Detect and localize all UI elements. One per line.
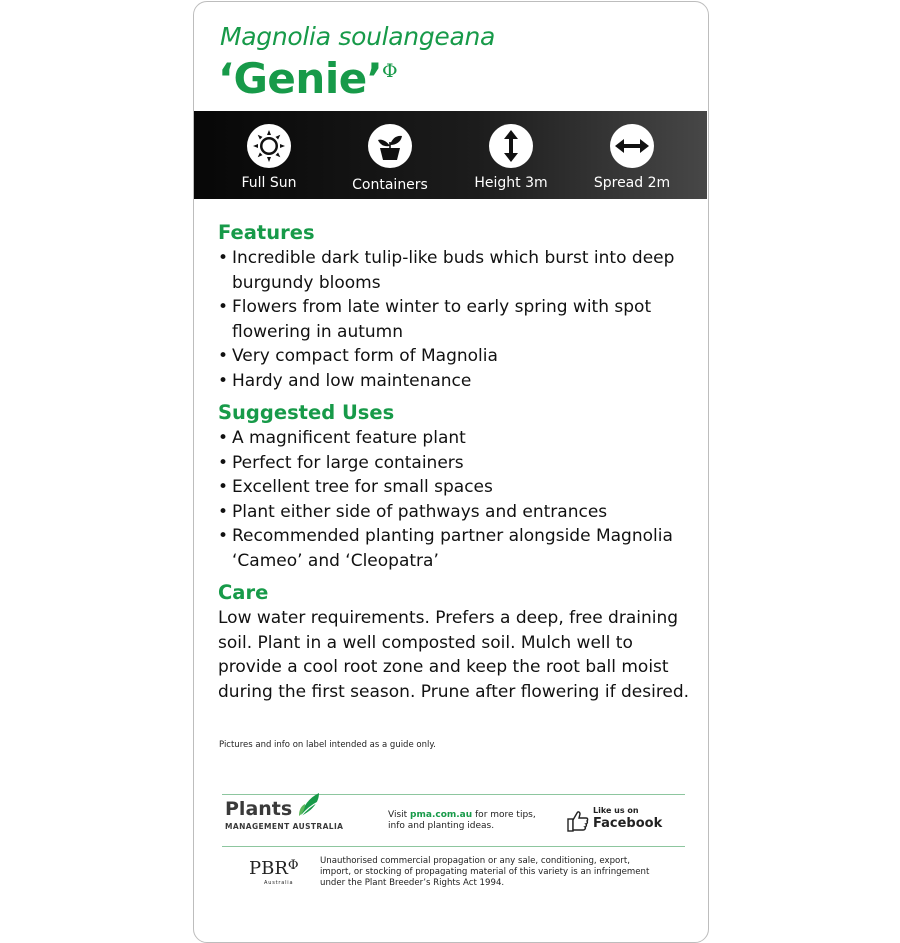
potted-plant-icon [368, 124, 412, 168]
pma-website-link[interactable]: pma.com.au [410, 810, 473, 820]
pbr-logo [249, 858, 309, 894]
info-height [461, 111, 561, 199]
facebook-badge[interactable] [567, 806, 667, 834]
feature-item: • Incredible dark tulip-like buds which burst into deep burgundy blooms [218, 246, 698, 295]
spread-label: Spread 2m [593, 175, 671, 191]
feature-item: • Hardy and low maintenance [218, 369, 698, 394]
leaf-icon [297, 792, 325, 818]
sun-icon [247, 124, 291, 168]
facebook-like-text: Like us on [593, 806, 639, 815]
pma-logo-subtitle: MANAGEMENT AUSTRALIA [225, 822, 344, 831]
height-label: Height 3m [474, 175, 548, 191]
use-item: • A magnificent feature plant [218, 426, 698, 451]
plant-description [218, 220, 698, 704]
legal-notice: Unauthorised commercial propagation or any sale, conditioning, export, import, or stocking of propagating material of this variety is an infringement under the Plant Breeder’s Rights Act 1994. [320, 856, 650, 888]
pma-logo [225, 798, 355, 832]
facebook-text: Facebook [593, 816, 663, 831]
feature-item: • Flowers from late winter to early spring with spot flowering in autumn [218, 295, 698, 344]
use-item: • Excellent tree for small spaces [218, 475, 698, 500]
pbr-symbol: Φ [382, 60, 398, 82]
pma-logo-word: Plants [225, 798, 293, 820]
containers-label: Containers [352, 177, 428, 193]
care-text: Low water requirements. Prefers a deep, free draining soil. Plant in a well composted soil. Mulch well to provide a cool root zone and keep the root ball moist during the first season. Prune after flowering if desired. [218, 608, 690, 702]
botanical-name: Magnolia soulangeana [220, 22, 496, 51]
info-containers [340, 111, 440, 199]
pbr-logo-symbol: Φ [287, 858, 299, 873]
footer-divider-top [222, 794, 685, 795]
pbr-country: Australia [264, 880, 294, 886]
growing-info-bar [194, 111, 707, 199]
info-spread [582, 111, 682, 199]
suggested-uses-heading: Suggested Uses [218, 401, 395, 424]
thumbs-up-icon [567, 810, 589, 832]
care-heading: Care [218, 581, 269, 604]
cultivar-name: ‘Genie’ [218, 54, 383, 103]
pbr-logo-text: PBR [249, 858, 288, 879]
disclaimer: Pictures and info on label intended as a guide only. [219, 740, 436, 750]
vertical-arrow-icon [489, 124, 533, 168]
visit-website-text: Visit pma.com.au for more tips, info and planting ideas. [388, 810, 536, 831]
use-item: • Recommended planting partner alongside Magnolia ‘Cameo’ and ‘Cleopatra’ [218, 524, 698, 573]
full-sun-label: Full Sun [241, 175, 297, 191]
horizontal-arrow-icon [610, 124, 654, 168]
use-item: • Plant either side of pathways and entrances [218, 500, 698, 525]
footer-divider-bottom [222, 846, 685, 847]
info-full-sun [219, 111, 319, 199]
use-item: • Perfect for large containers [218, 451, 698, 476]
features-heading: Features [218, 221, 315, 244]
feature-item: • Very compact form of Magnolia [218, 344, 698, 369]
